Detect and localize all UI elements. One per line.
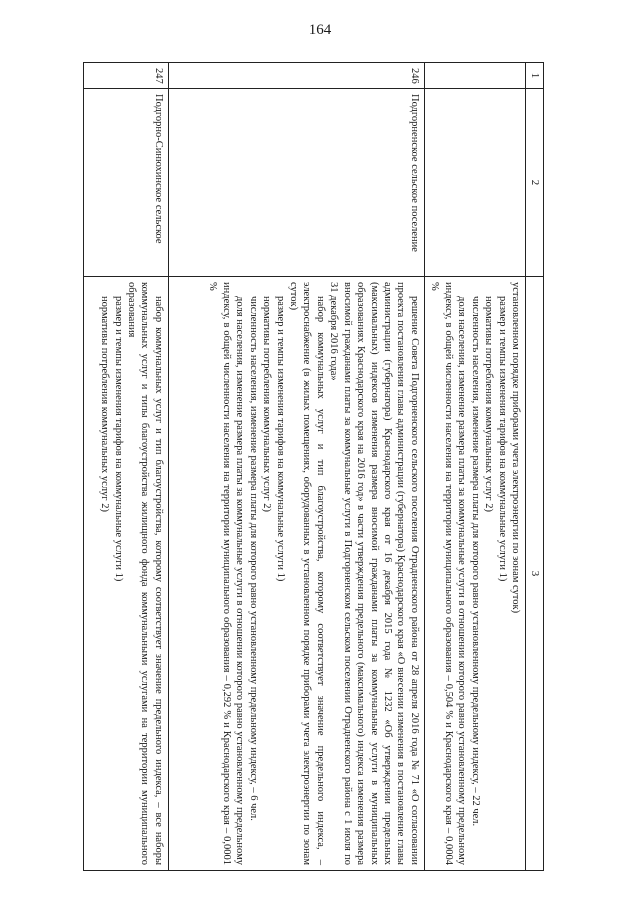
settlement-name [424, 89, 525, 277]
description-paragraph: нормативы потребления коммунальных услуг 2) [99, 296, 111, 512]
page-number: 164 [308, 22, 332, 38]
table-header-row [526, 63, 544, 871]
description-paragraph: численность населения, изменение размера платы для которого равно установленному предельному индексу, – 6 чел. [247, 296, 259, 821]
table-row [424, 63, 525, 871]
header-col-2: 2 [526, 89, 544, 277]
document-table-frame [92, 62, 544, 870]
description-paragraph: нормативы потребления коммунальных услуг 2) [261, 296, 273, 512]
settlement-name: Подгорно-Синюхинское сельское [83, 89, 168, 277]
row-description [424, 277, 525, 871]
description-paragraph: доля населения, изменение размера платы за коммунальные услуги в отношении которого равно установленному предельному индексу, в общей численности населения на территории муниципального образования – 0,504 % и Краснодарского края – 0,0004 % [429, 282, 468, 865]
description-paragraph: набор коммунальных услуг и тип благоустройства, которому соответствует значение предельного индекса, – электроснабжение (в жилых помещениях, оборудованных в установленном порядке приборами учета электроэнергии по зонам суток) [288, 282, 326, 865]
description-paragraph: численность населения, изменение размера платы для которого равно установленному предельному индексу, – 22 чел. [469, 296, 481, 827]
row-description [168, 277, 424, 871]
description-paragraph: решение Совета Подгорненского сельского поселения Отрадненского района от 28 апреля 2016 года № 71 «О согласовании проекта постановления главы администрации (губернатора) Краснодарского края «О внесении изменения в постановление главы администрации (губернатора) Краснодарского края от 16 декабря 2015 года № 1232 «Об утверждении предельных (максимальных) индексов изменения размера вносимой гражданами платы за коммунальные услуги в муниципальных образованиях Краснодарского края на 2016 год» в части утверждения предельного (максимального) индекса изменения размера вносимой гражданами платы за коммунальные услуги в Подгорненском сельском поселении Отрадненского района с 1 июля по 31 декабря 2016 года» [328, 282, 420, 865]
table-row [168, 63, 424, 871]
row-number [424, 63, 525, 89]
description-paragraph: размер и темпы изменения тарифов на коммунальные услуги 1) [496, 296, 508, 582]
tariff-index-table [83, 62, 544, 871]
header-col-3: 3 [526, 277, 544, 871]
description-paragraph: размер и темпы изменения тарифов на коммунальные услуги 1) [112, 296, 124, 582]
row-number: 247 [83, 63, 168, 89]
description-paragraph: установленном порядке приборами учета электроэнергии по зонам суток) [510, 282, 521, 614]
description-paragraph: набор коммунальных услуг и тип благоустройства, которому соответствует значение предельного индекса, – все наборы коммунальных услуг и типы благоустройства жилищного фонда коммунальными услугами на территории муниципального образования [126, 282, 164, 865]
description-paragraph: нормативы потребления коммунальных услуг 2) [483, 296, 495, 512]
table-row [83, 63, 168, 871]
rotated-table-container [92, 62, 544, 870]
description-paragraph: доля населения, изменение размера платы за коммунальные услуги в отношении которого равно установленному предельному индексу, в общей численности населения на территории муниципального образования – 0,292 % и Краснодарского края – 0,0001 % [207, 282, 246, 865]
settlement-name: Подгорненское сельское поселение [168, 89, 424, 277]
row-number: 246 [168, 63, 424, 89]
header-col-1: 1 [526, 63, 544, 89]
row-description [83, 277, 168, 871]
description-paragraph: размер и темпы изменения тарифов на коммунальные услуги 1) [274, 296, 286, 582]
